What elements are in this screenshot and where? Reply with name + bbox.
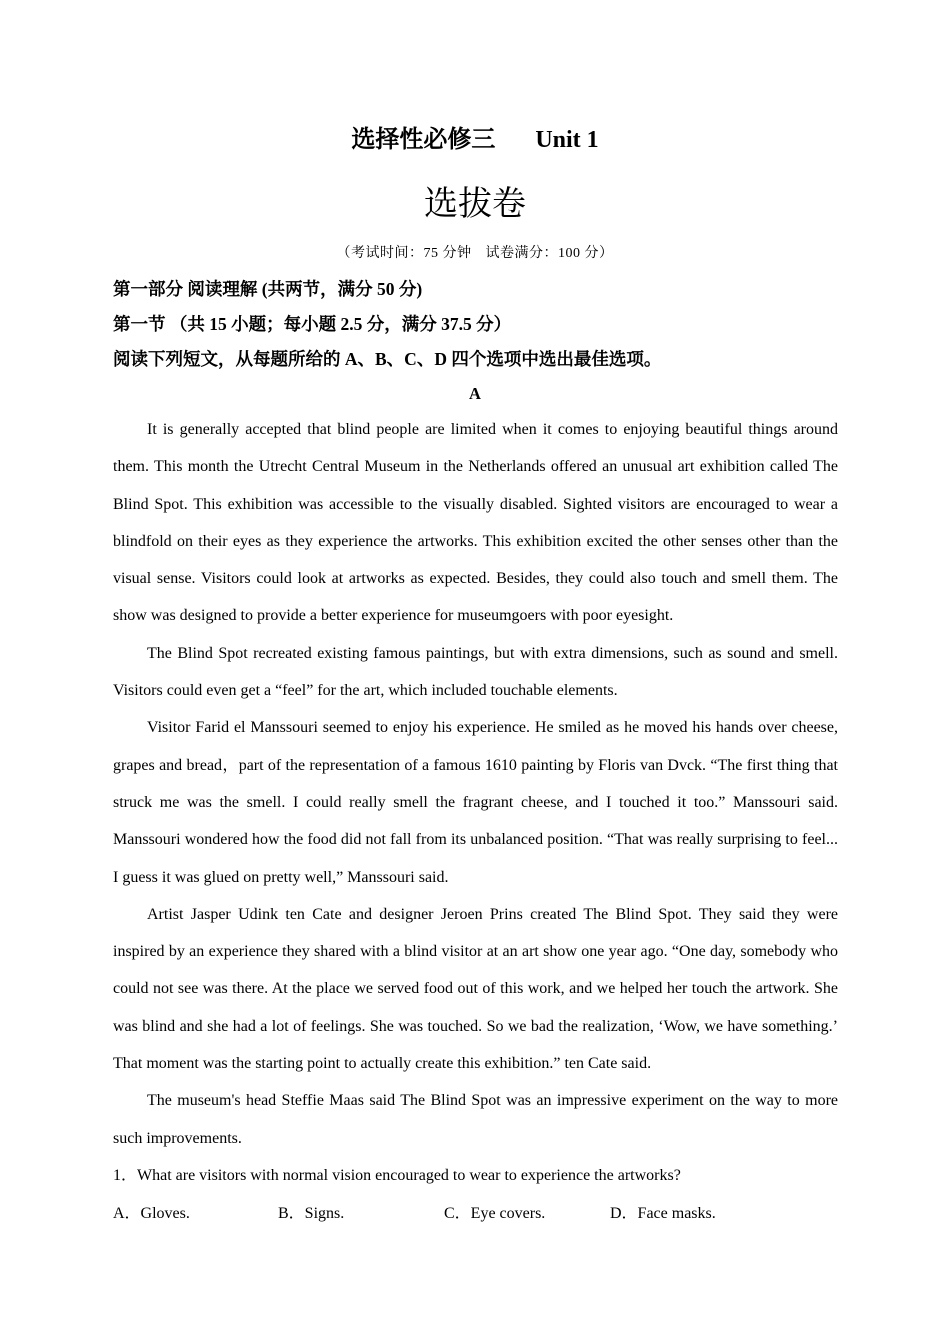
exam-info-close: ） — [599, 246, 614, 261]
exam-score: 试卷满分：100 分 — [485, 246, 599, 261]
passage-paragraph: It is generally accepted that blind people are limited when it comes to enjoying beautiful things around them. This month the Utrecht Central Museum in the Netherlands offered an unusual art exhibition called The Blind Spot. This exhibition was accessible to the visually disabled. Sighted visitors are encouraged to wear a blindfold on their eyes as they experience the artworks. This exhibition excited the other senses other than the visual sense. Visitors could look at artworks as expected. Besides, they could also touch and smell them. The show was designed to provide a better experience for museumgoers with poor eyesight. — [113, 421, 838, 625]
exam-info — [0, 243, 950, 265]
question-1: 1．What are visitors with normal vision encouraged to wear to experience the artworks? — [113, 1167, 681, 1184]
passage-paragraph: Artist Jasper Udink ten Cate and designer Jeroen Prins created The Blind Spot. They said they were inspired by an experience they shared with a blind visitor at an art show one year ago. “One day, somebody who could not see was there. At the place we served food out of this work, and we helped her touch the artwork. She was blind and she had a lot of feelings. She was touched. So we bad the realization, ‘Wow, we have something.’ That moment was the starting point to actually create this exhibition.” ten Cate said. — [113, 905, 838, 1073]
part-header: 第一部分 阅读理解 (共两节，满分 50 分) — [113, 279, 423, 299]
section-header: 第一节 （共 15 小题；每小题 2.5 分，满分 37.5 分） — [113, 314, 512, 334]
option-a: A．Gloves. — [113, 1205, 190, 1222]
title-main — [0, 122, 950, 158]
passage-body — [113, 411, 838, 1157]
passage-paragraph: The Blind Spot recreated existing famous paintings, but with extra dimensions, such as sound and smell. Visitors could even get a “feel” for the art, which included touchable elements. — [113, 644, 838, 700]
title-main-unit: Unit 1 — [535, 127, 599, 153]
instruction-header: 阅读下列短文，从每题所给的 A、B、C、D 四个选项中选出最佳选项。 — [113, 349, 662, 369]
option-b: B．Signs. — [278, 1205, 345, 1222]
title-sub: 选拔卷 — [424, 184, 526, 224]
passage-paragraph: Visitor Farid el Manssouri seemed to enjoy his experience. He smiled as he moved his hands over cheese, grapes and bread，part of the representation of a famous 1610 painting by Floris van Dvck. “The first thing that struck me was the smell. I could really smell the fragrant cheese, and I touched it too.” Manssouri said. Manssouri wondered how the food did not fall from its unbalanced position. “That was really surprising to feel... I guess it was glued on pretty well,” Manssouri said. — [113, 719, 838, 886]
passage-paragraph: The museum's head Steffie Maas said The Blind Spot was an impressive experiment on the way to more such improvements. — [113, 1092, 838, 1147]
exam-time: 考试时间：75 分钟 — [351, 246, 472, 261]
option-d: D．Face masks. — [610, 1205, 716, 1222]
exam-info-open: （ — [336, 246, 351, 261]
option-c: C．Eye covers. — [444, 1205, 546, 1222]
passage-label: A — [469, 384, 481, 403]
title-main-cn: 选择性必修三 — [351, 127, 496, 153]
